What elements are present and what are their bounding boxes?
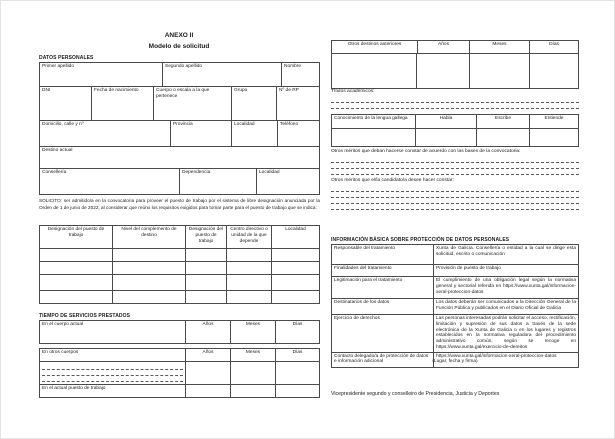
fill-in-dotted-line xyxy=(331,163,579,169)
footer-signature-title: Vicepresidente segundo y conselleiro de Presidencia, Justicia y Deportes xyxy=(331,391,500,397)
page-title xyxy=(39,30,319,52)
title-anexo: ANEXO II xyxy=(164,32,194,39)
meritos-candidato-fill-area xyxy=(331,186,579,210)
empty-cell xyxy=(186,275,227,290)
empty-cell xyxy=(416,129,477,146)
empty-cell xyxy=(40,291,113,303)
proteccion-datos-heading: INFORMACIÓN BÁSICA SOBRE PROTECCIÓN DE DATOS PERSONALES xyxy=(331,237,510,243)
empty-cell xyxy=(186,291,227,303)
col-entiende: Entiende xyxy=(544,116,564,121)
otros-cuerpos-fill-area xyxy=(40,362,186,384)
proteccion-row-value: El cumplimiento de una obligación legal según la normativa general y sectorial referida en https://www.xunta.gal/informacion-xeral-proteccion-datos xyxy=(436,278,576,295)
empty-cell xyxy=(272,262,319,274)
field-domicilio: Domicilio, calle y nº xyxy=(40,121,171,146)
empty-cell xyxy=(227,249,272,261)
tiempo-otros-cuerpos-table xyxy=(39,348,320,398)
field-localidad: Localidad xyxy=(232,121,278,146)
proteccion-row-value: Xunta de Galicia. Consellería o entidad a la cual se dirige esta solicitud, escrito o comunicación xyxy=(436,246,576,257)
empty-cell xyxy=(113,262,186,274)
puestos-col-designacion: Designación del puesto de trabajo xyxy=(40,226,113,248)
empty-cell xyxy=(113,291,186,303)
field-primer-apellido: Primer apellido xyxy=(40,63,163,86)
puestos-col-nivel: Nivel del complemento de destino xyxy=(113,226,186,248)
empty-cell xyxy=(272,249,319,261)
field-localidad-2: Localidad xyxy=(259,170,280,175)
field-conselleria: Consellería xyxy=(40,169,180,194)
lengua-gallega-label: Conocimiento de la lengua gallega xyxy=(332,115,416,128)
field-destino-actual: Destino actual xyxy=(42,148,73,153)
col-habla: Habla xyxy=(416,115,477,128)
field-dependencia: Dependencia xyxy=(180,169,257,194)
fill-in-dotted-line xyxy=(42,365,183,371)
empty-cell xyxy=(186,262,227,274)
col-anos: Años xyxy=(186,349,231,361)
tiempo-cuerpo-actual-label: En el cuerpo actual xyxy=(40,321,186,343)
otros-destinos-table xyxy=(331,40,579,89)
empty-cell xyxy=(477,129,530,146)
empty-cell xyxy=(186,249,227,261)
empty-cell xyxy=(186,385,231,397)
proteccion-row-label: Ejercicio de derechos xyxy=(332,315,434,352)
field-provincia: Provincia xyxy=(171,121,232,146)
col-dias: Días xyxy=(292,350,303,355)
lengua-gallega-table xyxy=(331,114,579,147)
fill-in-dotted-line xyxy=(331,157,579,163)
empty-cell xyxy=(276,385,319,397)
empty-cell xyxy=(40,249,113,261)
empty-cell xyxy=(332,129,416,146)
proteccion-row-label: Responsable del tratamiento xyxy=(332,245,434,264)
empty-cell xyxy=(231,362,276,384)
col-anos: Años xyxy=(186,321,231,343)
proteccion-row-label: Finalidades del tratamiento xyxy=(332,265,434,276)
col-anos: Años xyxy=(417,41,470,53)
proteccion-row-value: Los datos deberán ser comunicados a la Dirección General de la Función Pública y publicados en el Diario Oficial de Galicia xyxy=(436,300,576,311)
empty-cell xyxy=(113,249,186,261)
empty-cell xyxy=(530,54,578,88)
meritos-bases-label: Otros méritos que deban hacerse constar de acuerdo con las bases de la convocatoria: xyxy=(331,149,521,154)
tiempo-otros-cuerpos-label: En otros cuerpos xyxy=(40,349,186,361)
field-fecha-nacimiento: Fecha de nacimiento xyxy=(92,87,154,120)
empty-cell xyxy=(40,262,113,274)
fill-in-dotted-line xyxy=(331,204,579,210)
puestos-col-centro: Centro directivo o unidad de la que depende xyxy=(227,226,272,248)
meritos-bases-fill-area xyxy=(331,157,579,175)
proteccion-row-value: https://www.xunta.gal/informacion-xeral-proteccion-datos xyxy=(436,353,557,359)
empty-cell xyxy=(272,275,319,290)
proteccion-row-label: Contacto delegado/a de protección de datos e información adicional xyxy=(332,353,434,367)
tiempo-actual-puesto-label: En el actual puesto de trabajo xyxy=(40,385,186,397)
fill-in-dotted-line xyxy=(331,192,579,198)
empty-cell xyxy=(40,275,113,290)
proteccion-row-value: Provisión de puesto de trabajo xyxy=(436,266,501,271)
field-segundo-apellido: Segundo apellido xyxy=(163,63,282,86)
col-dias: Días xyxy=(292,322,303,327)
fill-in-dotted-line xyxy=(331,186,579,192)
field-nombre: Nombre xyxy=(284,64,302,69)
tiempo-cuerpo-actual-table xyxy=(39,320,320,344)
fill-in-dotted-line xyxy=(42,376,183,382)
proteccion-row-label: Destinatarios de los datos xyxy=(332,299,434,314)
titulos-fill-area xyxy=(331,97,579,115)
meritos-candidato-label: Otros méritos que el/la candidato/a desee hacer constar: xyxy=(331,178,454,183)
field-dni: DNI xyxy=(40,87,92,120)
puestos-col-localidad: Localidad xyxy=(285,227,306,232)
col-escribe: Escribe xyxy=(477,115,530,128)
empty-cell xyxy=(113,275,186,290)
empty-cell xyxy=(530,129,578,146)
datos-personales-heading: DATOS PERSONALES xyxy=(39,55,94,61)
field-num-rp: Nº de RP xyxy=(279,88,299,93)
col-meses: Meses xyxy=(470,41,530,53)
empty-cell xyxy=(227,291,272,303)
proteccion-datos-table xyxy=(331,244,579,368)
puestos-col-designacion-2: Designación del puesto de trabajo xyxy=(186,226,227,248)
field-telefono: Teléfono xyxy=(280,122,299,127)
titulos-academicos-label: Títulos académicos: xyxy=(331,89,375,94)
empty-cell xyxy=(186,362,231,384)
lugar-fecha-firma-caption: (Lugar, fecha y firma) xyxy=(432,359,478,364)
empty-cell xyxy=(272,291,319,303)
fill-in-dotted-line xyxy=(331,97,579,103)
title-modelo: Modelo de solicitud xyxy=(148,43,210,51)
col-dias: Días xyxy=(549,42,559,47)
empty-cell xyxy=(231,385,276,397)
field-grupo: Grupo xyxy=(232,87,277,120)
datos-personales-table xyxy=(39,62,320,195)
proteccion-row-label: Legitimación para el tratamiento xyxy=(332,277,434,298)
col-meses: Meses xyxy=(231,349,276,361)
fill-in-dotted-line xyxy=(331,103,579,109)
puestos-table xyxy=(39,225,320,304)
fill-in-dotted-line xyxy=(331,169,579,175)
col-meses: Meses xyxy=(231,321,276,343)
proteccion-row-value: Las personas interesadas podrán solicitar el acceso, rectificación, limitación y supresión de sus datos a través de la sede electrónica de la Xunta de Galicia o en los lugares y registros establecidos en la normativa reguladora del procedimiento administrativo común, según se recoge en https://www.xunta.gal/exercicio-de-dereitos xyxy=(436,316,576,350)
empty-cell xyxy=(470,54,530,88)
fill-in-dotted-line xyxy=(331,198,579,204)
otros-destinos-label: Otros destinos anteriores xyxy=(347,42,402,47)
empty-cell xyxy=(227,262,272,274)
empty-cell xyxy=(332,54,417,88)
tiempo-servicios-heading: TIEMPO DE SERVICIOS PRESTADOS xyxy=(39,313,131,319)
field-cuerpo-escala: Cuerpo o escala a la que pertenece xyxy=(154,87,232,120)
fill-in-dotted-line xyxy=(42,370,183,376)
empty-cell xyxy=(227,275,272,290)
empty-cell xyxy=(276,362,319,384)
empty-cell xyxy=(417,54,470,88)
solicito-paragraph: SOLICITO: ser admitido/a en la convocatoria para proveer el puesto de trabajo por el sistema de libre designación anunciada por la Orden de 1 de junio de 2022, al considerar que reúno los requisitos exigidos para tomar parte para el puesto de trabajo que se indica: xyxy=(39,198,320,211)
